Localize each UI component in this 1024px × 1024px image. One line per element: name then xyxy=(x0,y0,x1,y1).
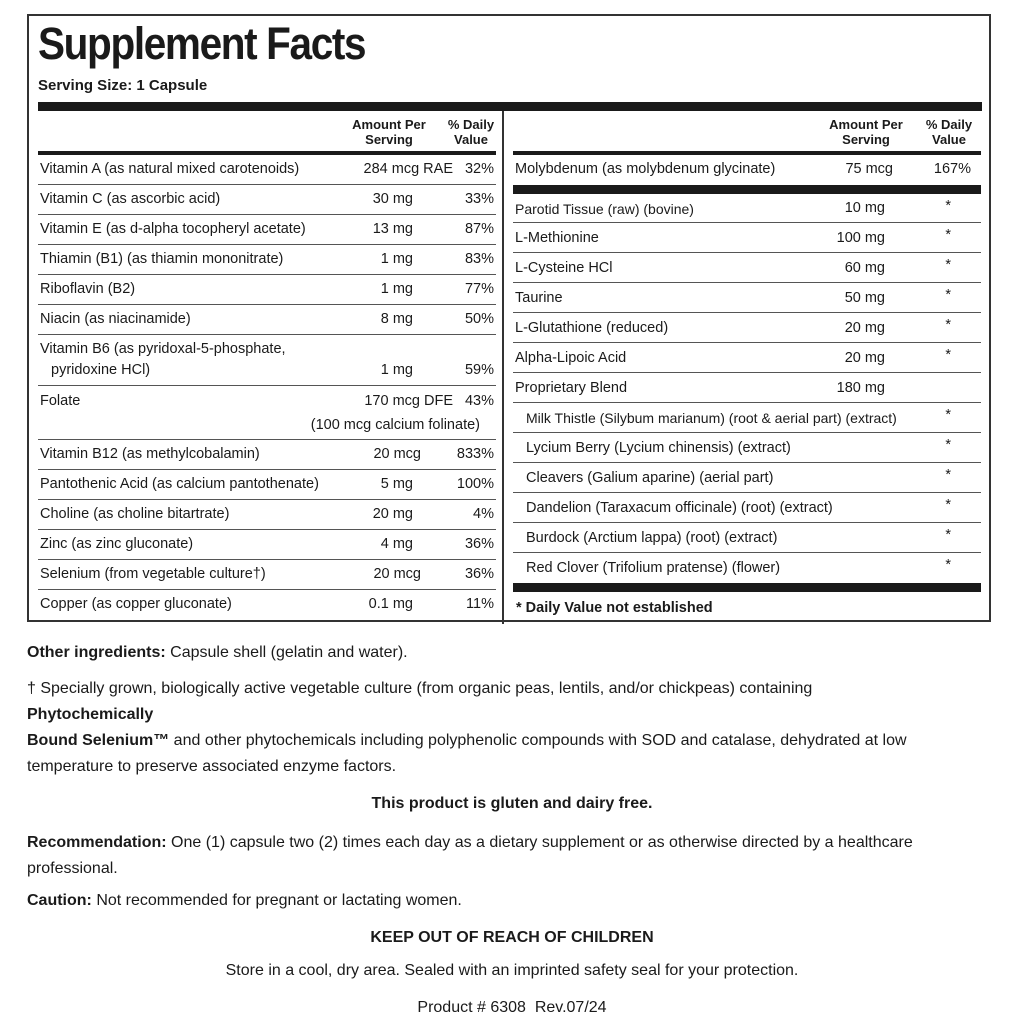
nutrient-row: Vitamin A (as natural mixed carotenoids) 284 mcg RAE 32% xyxy=(38,155,496,185)
ingredient-row: Alpha-Lipoic Acid 20 mg * xyxy=(513,343,981,373)
gluten-note: This product is gluten and dairy free. xyxy=(371,795,653,812)
nutrient-row: Vitamin C (as ascorbic acid) 30 mg 33% xyxy=(38,185,496,215)
keep-out-warning: KEEP OUT OF REACH OF CHILDREN xyxy=(370,929,654,946)
nutrient-row: Pantothenic Acid (as calcium pantothenate) 5 mg 100% xyxy=(38,470,496,500)
storage-note: Store in a cool, dry area. Sealed with an imprinted safety seal for your protection. xyxy=(225,962,799,979)
nutrient-row: Molybdenum (as molybdenum glycinate) 75 mcg 167% xyxy=(515,161,971,177)
recommendation: Recommendation: One (1) capsule two (2) times each day as a dietary supplement or as otherwise directed by a healthcare professional. xyxy=(27,834,913,877)
nutrient-row: Vitamin B6 (as pyridoxal-5-phosphate, pyridoxine HCl) 1 mg 59% xyxy=(38,335,496,386)
caution: Caution: Not recommended for pregnant or lactating women. xyxy=(27,892,462,909)
ingredient-row: Proprietary Blend 180 mg xyxy=(513,373,981,403)
blend-row: Red Clover (Trifolium pratense) (flower) * xyxy=(526,557,951,576)
nutrient-row: Folate 170 mcg DFE 43% (100 mcg calcium folinate) xyxy=(38,386,496,440)
product-number: Product # 6308 Rev.07/24 xyxy=(417,999,607,1016)
nutrient-row: Thiamin (B1) (as thiamin mononitrate) 1 mg 83% xyxy=(38,245,496,275)
serving-size: Serving Size: 1 Capsule xyxy=(38,77,208,94)
blend-row: Lycium Berry (Lycium chinensis) (extract) * xyxy=(513,433,981,463)
nutrient-row: Vitamin B12 (as methylcobalamin) 20 mcg 833% xyxy=(38,440,496,470)
blend-row: Dandelion (Taraxacum officinale) (root) (extract) * xyxy=(513,493,981,523)
right-dv-header: % Daily Value xyxy=(925,117,973,147)
nutrient-row: Riboflavin (B2) 1 mg 77% xyxy=(38,275,496,305)
ingredient-row: L-Cysteine HCl 60 mg * xyxy=(513,253,981,283)
blend-row: Burdock (Arctium lappa) (root) (extract) * xyxy=(513,523,981,553)
column-divider xyxy=(502,111,504,624)
supplement-facts-panel xyxy=(27,14,991,622)
other-ingredients: Other ingredients: Capsule shell (gelatin and water). xyxy=(27,644,408,661)
nutrient-row: Selenium (from vegetable culture†) 20 mcg 36% xyxy=(38,560,496,590)
nutrient-row: Zinc (as zinc gluconate) 4 mg 36% xyxy=(38,530,496,560)
nutrient-row: Niacin (as niacinamide) 8 mg 50% xyxy=(38,305,496,335)
section-bar xyxy=(513,185,981,194)
ingredient-row: L-Glutathione (reduced) 20 mg * xyxy=(513,313,981,343)
blend-row: Milk Thistle (Silybum marianum) (root & aerial part) (extract) * xyxy=(513,403,981,433)
header-bar xyxy=(38,102,982,111)
nutrient-row: Choline (as choline bitartrate) 20 mg 4% xyxy=(38,500,496,530)
left-amount-header: Amount Per Serving xyxy=(352,117,426,147)
footnote: † Specially grown, biologically active vegetable culture (from organic peas, lentils, and/or chickpeas) containing Phytochemically Bound Selenium™ and other phytochemicals including polyphenolic compounds with SOD and catalase, dehydrated at low temperature to preserve associated enzyme factors. xyxy=(27,680,907,775)
left-dv-header: % Daily Value xyxy=(447,117,495,147)
ingredient-row: Taurine 50 mg * xyxy=(513,283,981,313)
panel-title: Supplement Facts xyxy=(38,18,366,69)
footer-bar xyxy=(513,583,981,592)
ingredient-row: Parotid Tissue (raw) (bovine) 10 mg * xyxy=(513,194,981,223)
daily-value-note: * Daily Value not established xyxy=(516,600,713,616)
right-amount-header: Amount Per Serving xyxy=(829,117,903,147)
nutrient-row: Copper (as copper gluconate) 0.1 mg 11% xyxy=(40,596,494,612)
nutrient-row: Vitamin E (as d-alpha tocopheryl acetate) 13 mg 87% xyxy=(38,215,496,245)
blend-row: Cleavers (Galium aparine) (aerial part) * xyxy=(513,463,981,493)
ingredient-row: L-Methionine 100 mg * xyxy=(513,223,981,253)
